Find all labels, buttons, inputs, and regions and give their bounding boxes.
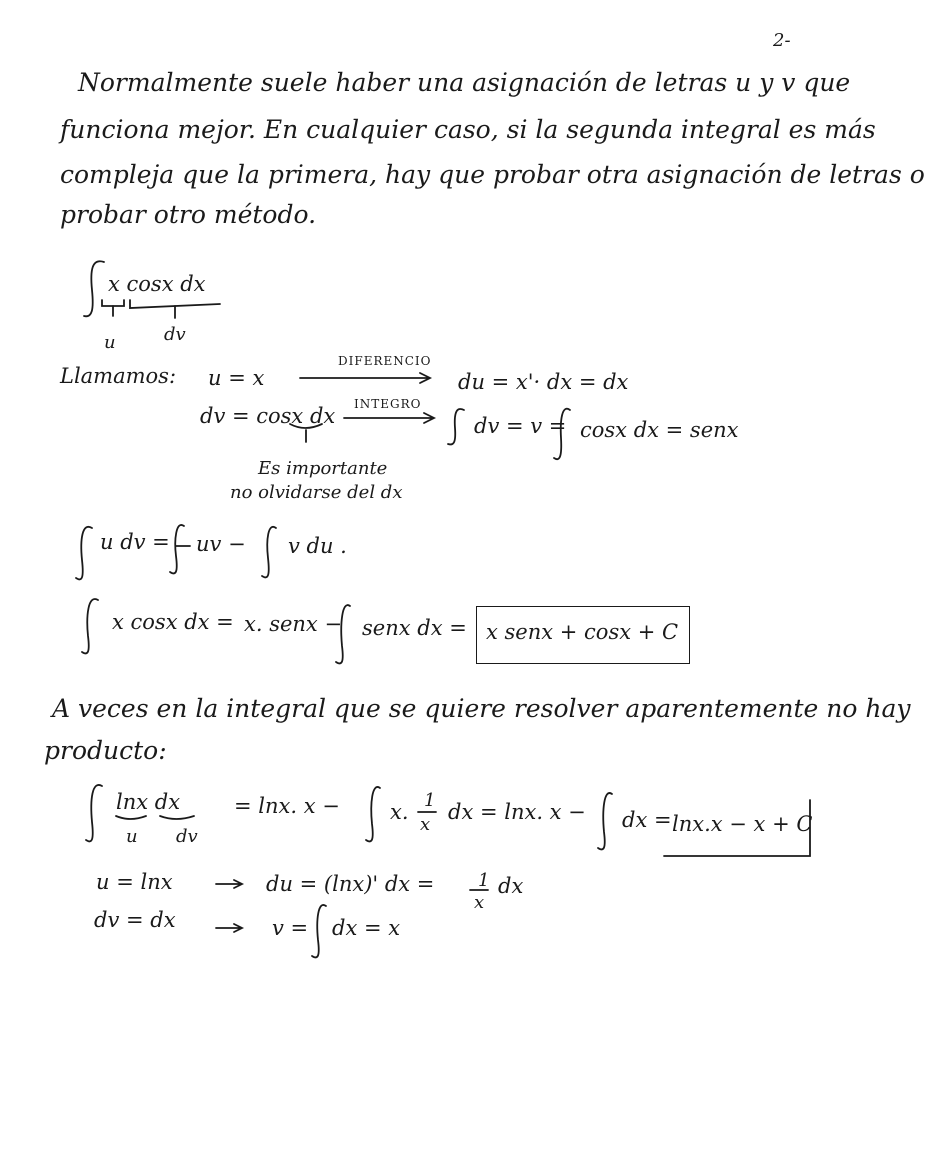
integral-sign	[170, 525, 184, 574]
example2-result: lnx.x − x + C	[672, 812, 813, 836]
arrow	[216, 880, 242, 888]
integral-sign	[262, 527, 276, 578]
dv-brace	[130, 300, 220, 308]
example2-frac-num: 1	[424, 790, 436, 811]
formula-lhs: u dv =	[100, 530, 170, 554]
integral-sign	[76, 527, 92, 580]
step-lhs: x cosx dx =	[112, 610, 234, 634]
u-definition: u = x	[208, 366, 265, 390]
integral-sign	[312, 905, 326, 958]
paragraph2-line-1: A veces en la integral que se quiere resolver aparentemente no hay	[52, 694, 911, 723]
example2-frac-den: x	[420, 814, 431, 835]
example2-step2-post: dx = lnx. x −	[448, 800, 586, 824]
formula-rhs: v du .	[288, 534, 347, 558]
example2-dv-mark: dv	[176, 826, 198, 847]
formula-mid: uv −	[196, 532, 246, 556]
page-number: 2-	[773, 30, 791, 51]
arrow	[216, 924, 242, 932]
intro-line-4: probar otro método.	[60, 200, 317, 229]
example2-dv-def: dv = dx	[94, 908, 176, 932]
example2-u-def: u = lnx	[96, 870, 173, 894]
example1-result: x senx + cosx + C	[486, 620, 679, 644]
example2-integrand: lnx dx	[116, 790, 181, 814]
dv-definition: dv = cosx dx	[200, 404, 336, 428]
integral-sign	[82, 599, 98, 653]
example1-dv-mark: dv	[164, 324, 186, 345]
arrow-integro	[344, 413, 434, 423]
example2-du-frac-num: 1	[478, 870, 490, 891]
example1-u-mark: u	[104, 332, 116, 353]
example2-step3: dx =	[622, 808, 672, 832]
step-mid: x. senx −	[244, 612, 343, 636]
example2-u-mark: u	[126, 826, 138, 847]
v-rhs: cosx dx = senx	[580, 418, 739, 442]
v-lhs: dv = v =	[474, 414, 567, 438]
integral-sign	[86, 785, 102, 841]
example1-integrand: x cosx dx	[108, 272, 206, 296]
integral-sign	[448, 409, 464, 445]
example2-du-post: dx	[498, 874, 524, 898]
paragraph2-line-2: producto:	[44, 736, 167, 765]
arrow-diferencio	[300, 373, 430, 383]
example2-du-frac-den: x	[474, 892, 485, 913]
intro-line-1: Normalmente suele haber una asignación de letras u y v que	[78, 68, 851, 97]
arrow-label-diferencio: DIFERENCIO	[338, 354, 432, 368]
arrow-label-integro: INTEGRO	[354, 397, 422, 411]
du-result: du = x'· dx = dx	[458, 370, 629, 394]
note-line-2: no olvidarse del dx	[230, 482, 403, 503]
example2-v-post: dx = x	[332, 916, 401, 940]
intro-line-3: compleja que la primera, hay que probar otra asignación de letras o	[60, 160, 925, 189]
example2-v-pre: v =	[272, 916, 309, 940]
llamamos-label: Llamamos:	[60, 364, 177, 388]
example2-step2-pre: x.	[390, 800, 409, 824]
integral-sign	[366, 787, 380, 841]
integral-sign	[598, 793, 612, 849]
u-brace	[102, 300, 124, 306]
intro-line-2: funciona mejor. En cualquier caso, si la segunda integral es más	[60, 115, 876, 144]
example2-step1: = lnx. x −	[234, 794, 340, 818]
example2-du-pre: du = (lnx)' dx =	[266, 872, 435, 896]
step-integral: senx dx =	[362, 616, 467, 640]
note-line-1: Es importante	[258, 458, 388, 479]
integral-sign	[84, 261, 104, 316]
